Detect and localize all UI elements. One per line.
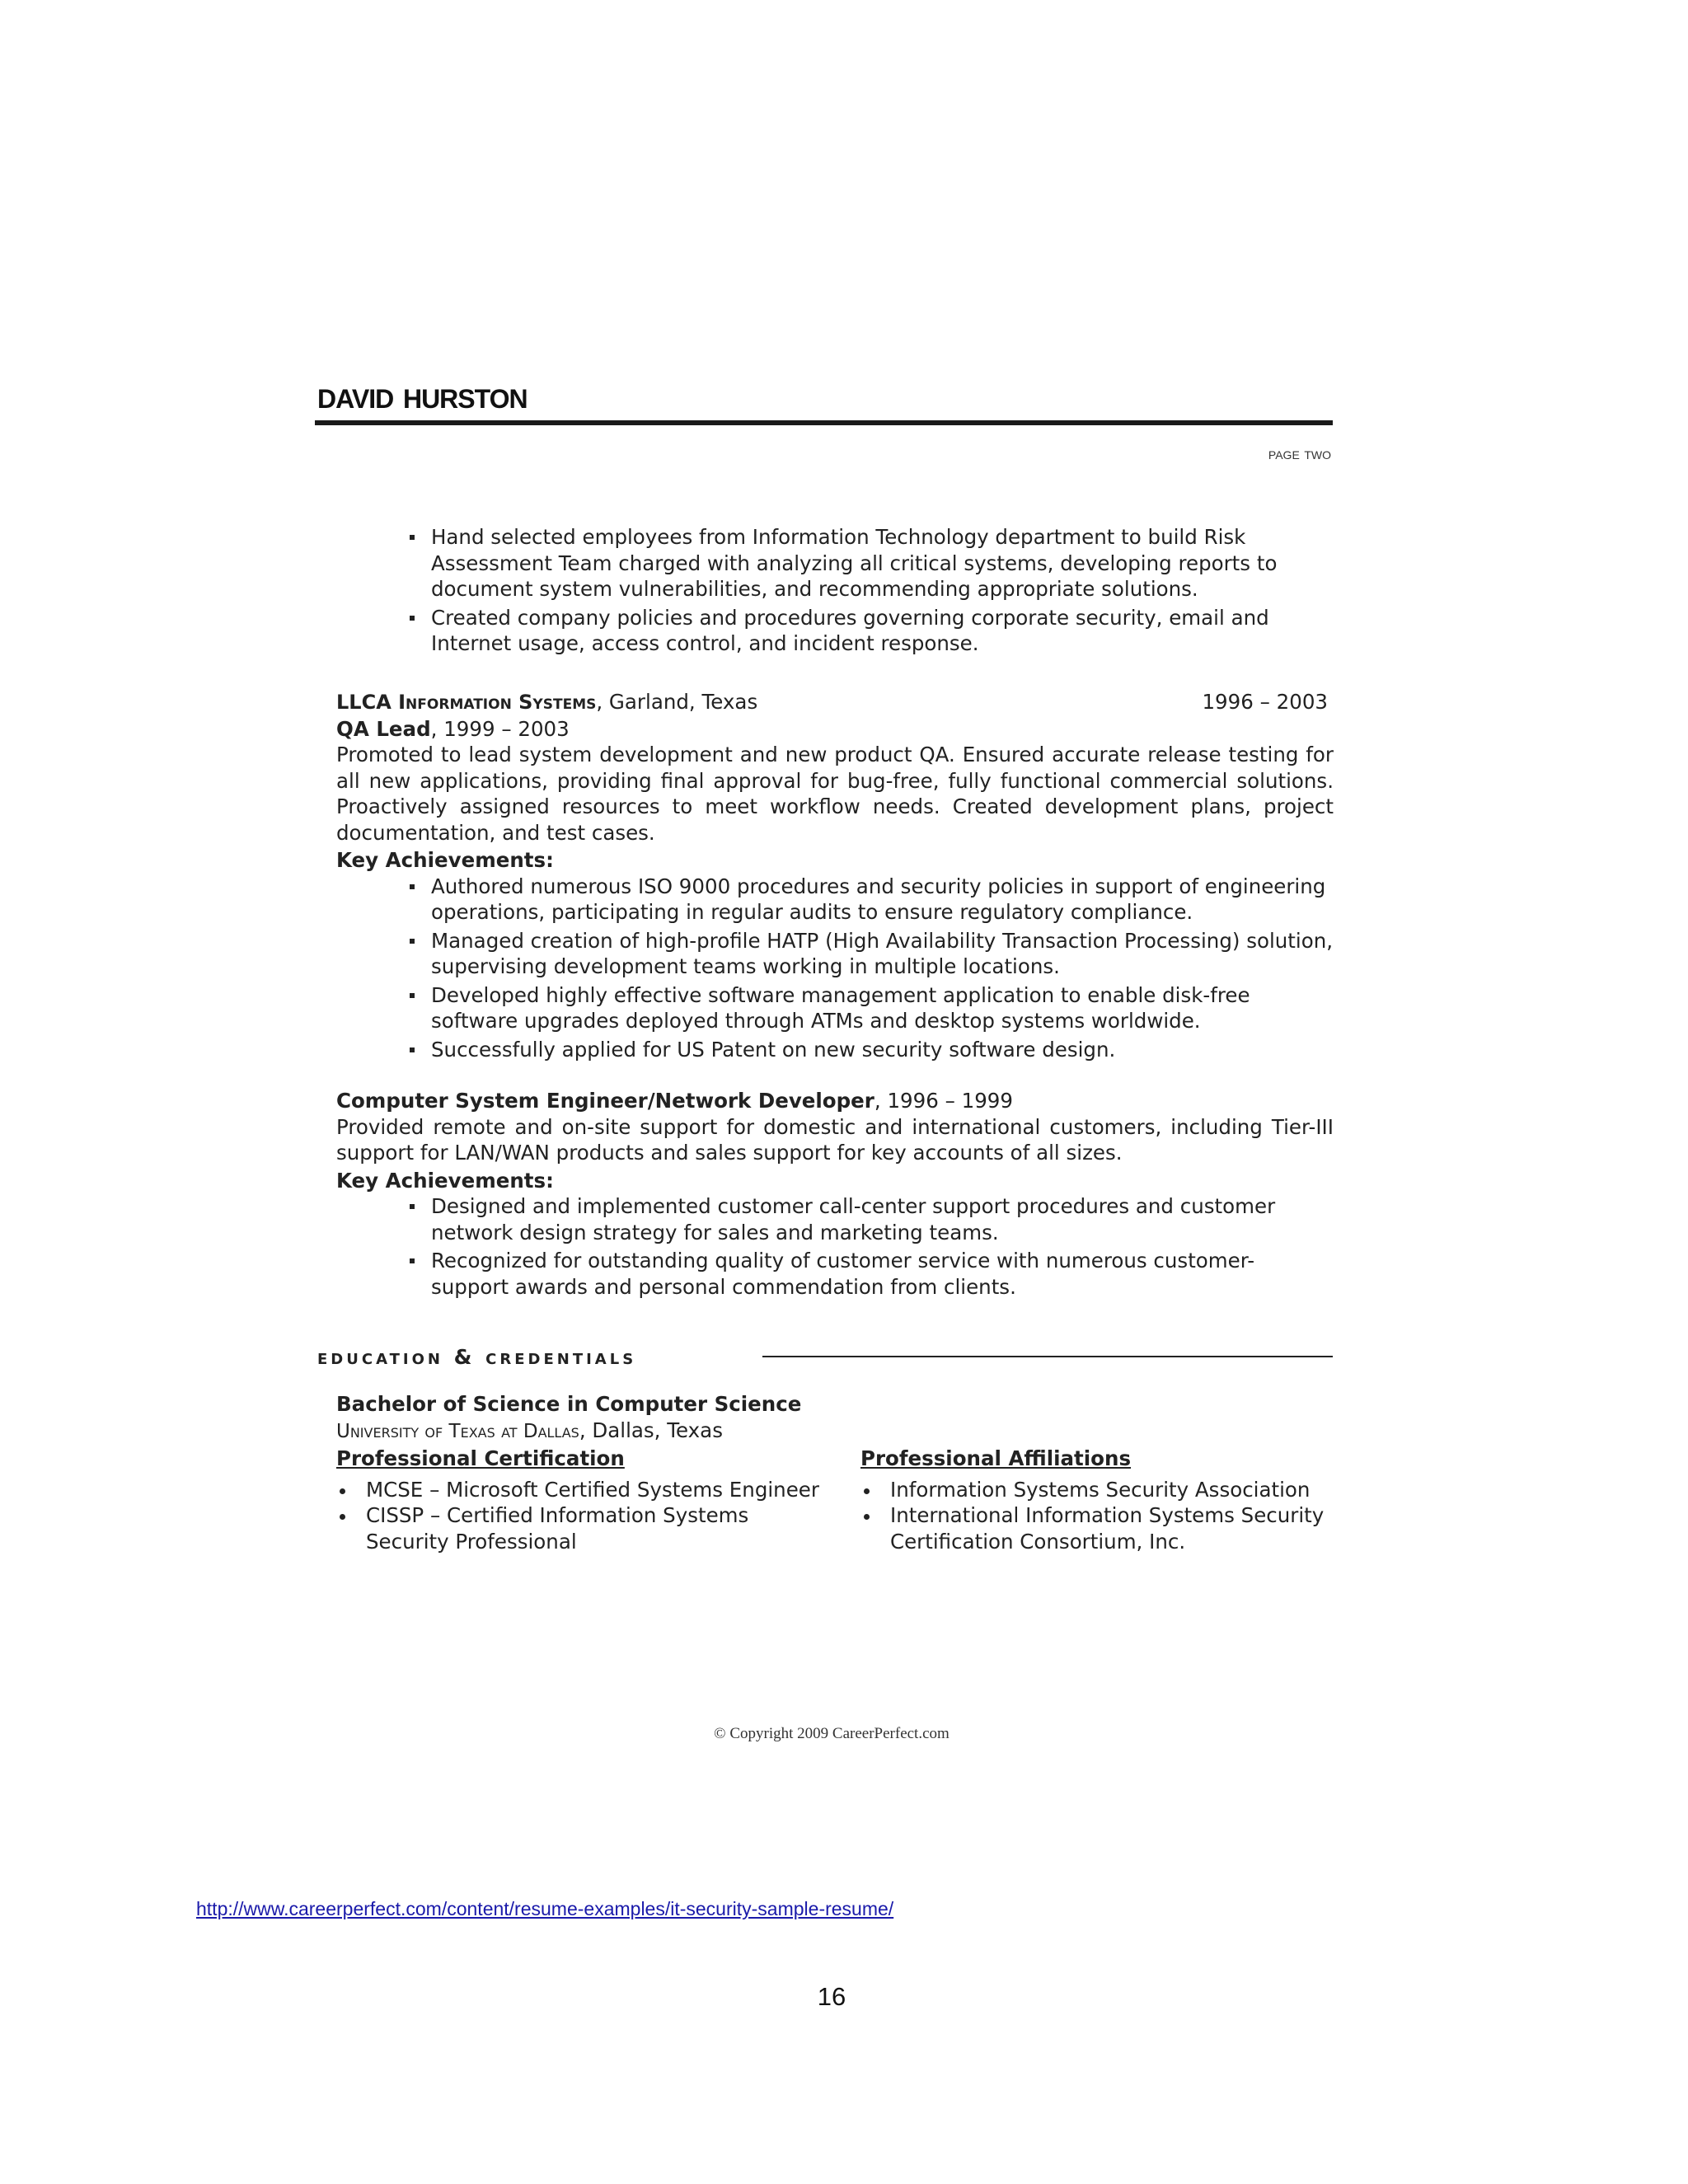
role-dates: , 1996 – 1999 [874, 1089, 1013, 1113]
source-link[interactable]: http://www.careerperfect.com/content/resume-examples/it-security-sample-resume/ [196, 1898, 894, 1919]
achievement-list [336, 1193, 1301, 1300]
certification-list [336, 1477, 831, 1555]
role-title: QA Lead [336, 716, 431, 741]
section-divider [762, 1356, 1333, 1357]
list-item: Authored numerous ISO 9000 procedures and security policies in support of engineering operations, participating in regular audits to ensure regulatory compliance. [336, 874, 1334, 926]
role-line [336, 1088, 1334, 1114]
affiliation-column [860, 1446, 1339, 1554]
experience-engineer [336, 1088, 1334, 1300]
list-item: CISSP – Certified Information Systems Security Professional [336, 1502, 831, 1554]
experience-llca [336, 689, 1334, 1062]
section-heading-education [317, 1345, 1333, 1375]
degree: Bachelor of Science in Computer Science [336, 1392, 802, 1416]
university-location: , Dallas, Texas [579, 1418, 723, 1442]
affiliation-title: Professional Affiliations [860, 1446, 1132, 1470]
company-name: LLCA Information Systems [336, 691, 597, 714]
candidate-name: david hurston [317, 373, 528, 416]
education-block [336, 1391, 1334, 1445]
key-achievements-label: Key Achievements: [336, 1168, 554, 1193]
list-item: MCSE – Microsoft Certified Systems Engineer [336, 1477, 831, 1503]
affiliation-list [860, 1477, 1339, 1555]
certification-title: Professional Certification [336, 1446, 625, 1470]
prior-bullets-block [336, 524, 1301, 657]
role-dates: , 1999 – 2003 [430, 716, 570, 741]
list-item: Hand selected employees from Information Technology department to build Risk Assessment Team charged with analyzing all critical systems, developing reports to document system vulnerabilities, and recommending appropriate solutions. [336, 524, 1301, 602]
list-item: Successfully applied for US Patent on new security software design. [336, 1037, 1334, 1063]
page-number: 16 [817, 1982, 846, 2011]
section-title: education & credentials [317, 1345, 653, 1369]
role-summary: Promoted to lead system development and new product QA. Ensured accurate release testing for all new applications, providing final approval for bug-free, fully functional commercial solutions. Proactively assigned resources to meet workflow needs. Created development plans, project documentation, and test cases. [336, 743, 1334, 845]
role-line [336, 716, 1334, 743]
prior-bullet-list [336, 524, 1301, 657]
certification-column [336, 1446, 831, 1554]
name-divider [315, 420, 1333, 425]
company-line [336, 689, 1334, 716]
page-label: page two [1268, 445, 1331, 463]
university-line [336, 1418, 1334, 1446]
role-summary: Provided remote and on-site support for domestic and international customers, including Tier-III support for LAN/WAN products and sales support for key accounts of all sizes. [336, 1114, 1334, 1165]
achievement-list [336, 874, 1334, 1063]
list-item: Managed creation of high-profile HATP (High Availability Transaction Processing) solution, supervising development teams working in multiple locations. [336, 928, 1334, 980]
copyright-notice: © Copyright 2009 CareerPerfect.com [714, 1725, 950, 1742]
role-title: Computer System Engineer/Network Developer [336, 1089, 874, 1113]
list-item: Recognized for outstanding quality of customer service with numerous customer-support awards and personal commendation from clients. [336, 1248, 1301, 1300]
university-name: University of Texas at Dallas [336, 1420, 579, 1442]
key-achievements-label: Key Achievements: [336, 848, 554, 872]
company-dates: 1996 – 2003 [1202, 690, 1328, 714]
list-item: International Information Systems Security Certification Consortium, Inc. [860, 1502, 1339, 1554]
company-location: , Garland, Texas [596, 690, 758, 714]
list-item: Designed and implemented customer call-center support procedures and customer network design strategy for sales and marketing teams. [336, 1193, 1301, 1245]
list-item: Developed highly effective software management application to enable disk-free software upgrades deployed through ATMs and desktop systems worldwide. [336, 982, 1334, 1034]
list-item: Created company policies and procedures governing corporate security, email and Internet usage, access control, and incident response. [336, 605, 1301, 657]
list-item: Information Systems Security Association [860, 1477, 1339, 1503]
